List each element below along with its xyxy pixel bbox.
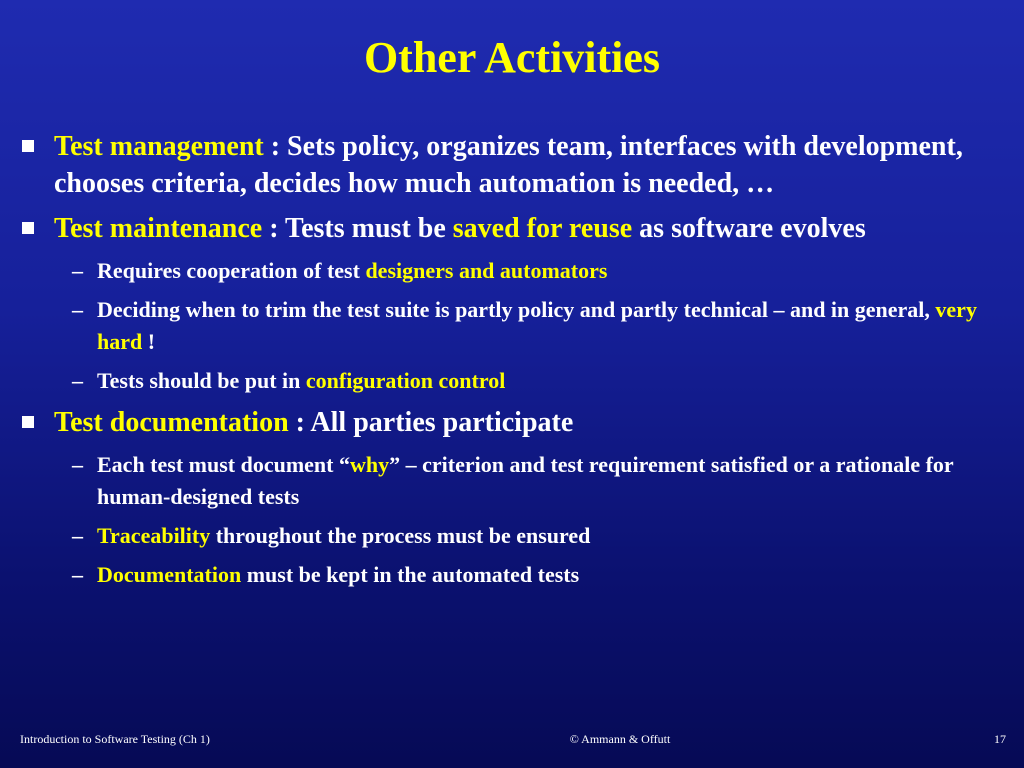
dash-bullet-icon: – <box>72 562 83 587</box>
footer-course-title: Introduction to Software Testing (Ch 1) <box>20 732 210 746</box>
bullet-text: : Sets policy, organizes team, interfaces with development, chooses criteria, decides how much automation is needed, … <box>54 131 963 199</box>
sub-bullet <box>20 294 1000 358</box>
dash-bullet-icon: – <box>72 258 83 283</box>
bullet-text: : Tests must be <box>262 213 453 244</box>
sub-bullet-text: Deciding when to trim the test suite is partly policy and partly technical – and in general, <box>97 297 936 322</box>
sub-bullet-text: Tests should be put in <box>97 368 306 393</box>
square-bullet-icon <box>22 222 34 234</box>
slide-content <box>20 128 1000 598</box>
sub-bullet-highlight: why <box>350 452 390 477</box>
sub-bullet-highlight: configuration control <box>305 368 506 393</box>
sub-bullet-highlight: Traceability <box>97 523 211 548</box>
sub-bullet-text: ! <box>142 329 156 354</box>
dash-bullet-icon: – <box>72 452 83 477</box>
sub-bullet-highlight: Documentation <box>97 562 242 587</box>
bullet-text: : All parties participate <box>288 407 574 438</box>
square-bullet-icon <box>22 140 34 152</box>
sub-bullet <box>20 255 1000 287</box>
sub-bullet <box>20 559 1000 591</box>
bullet-test-maintenance <box>20 210 1000 247</box>
slide-title: Other Activities <box>363 33 661 82</box>
dash-bullet-icon: – <box>72 297 83 322</box>
square-bullet-icon <box>22 416 34 428</box>
dash-bullet-icon: – <box>72 368 83 393</box>
sub-bullet <box>20 365 1000 397</box>
sub-bullet-highlight: very hard <box>97 297 977 354</box>
sub-bullet-text: throughout the process must be ensured <box>210 523 591 548</box>
sub-bullet-text: Requires cooperation of test <box>97 258 366 283</box>
bullet-text: as software evolves <box>632 213 866 244</box>
bullet-test-management <box>20 128 1000 202</box>
footer-page-number: 17 <box>994 732 1006 746</box>
footer-copyright: © Ammann & Offutt <box>569 732 671 746</box>
bullet-heading: Test documentation <box>54 407 289 438</box>
bullet-highlight: saved for reuse <box>452 213 633 244</box>
bullet-test-documentation <box>20 404 1000 441</box>
sub-bullet-text: must be kept in the automated tests <box>241 562 580 587</box>
bullet-heading: Test maintenance <box>54 213 263 244</box>
sub-bullet-highlight: designers and automators <box>365 258 608 283</box>
dash-bullet-icon: – <box>72 523 83 548</box>
sub-bullet <box>20 520 1000 552</box>
bullet-heading: Test management <box>54 131 264 162</box>
sub-bullet <box>20 449 1000 513</box>
sub-bullet-text: ” – criterion and test requirement satisfied or a rationale for human-designed tests <box>97 452 954 509</box>
sub-bullet-text: Each test must document “ <box>97 452 350 477</box>
